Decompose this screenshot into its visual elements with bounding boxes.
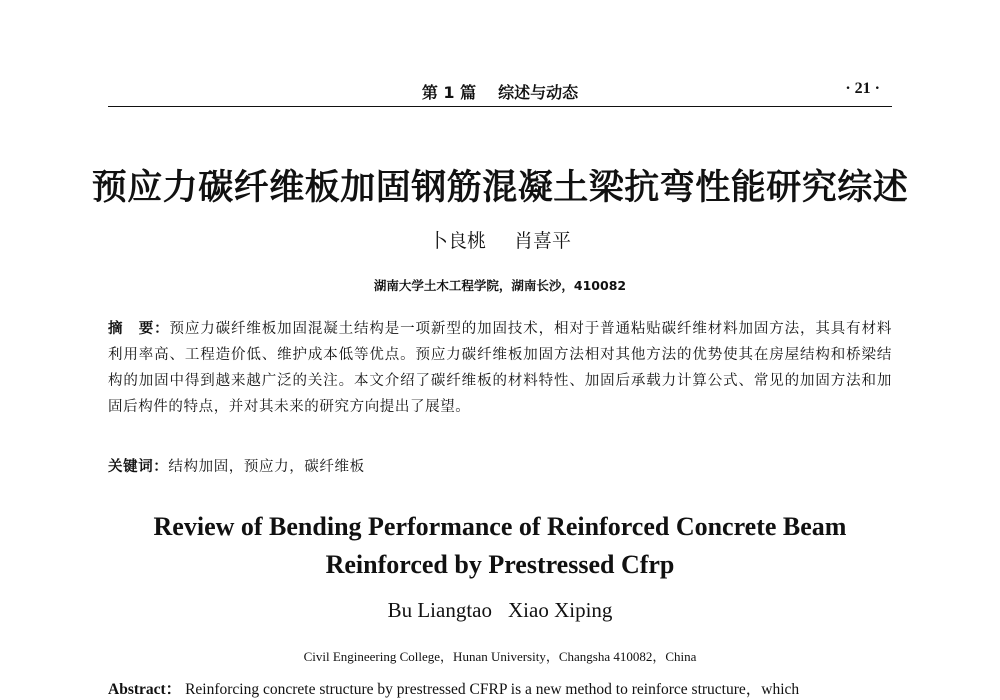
running-header — [108, 80, 892, 104]
chinese-author-2: 肖喜平 — [514, 230, 572, 252]
english-author-1: Bu Liangtao — [387, 598, 492, 622]
english-affiliation: Civil Engineering College，Hunan University，Changsha 410082，China — [303, 649, 697, 664]
header-section: 综述与动态 — [498, 83, 579, 102]
english-authors — [0, 598, 1000, 623]
chinese-authors — [0, 226, 1000, 253]
english-abstract-text: Reinforcing concrete structure by prestressed CFRP is a new method to reinforce structure，which — [185, 681, 800, 698]
english-title — [0, 508, 1000, 584]
chinese-keywords — [108, 454, 892, 480]
chinese-keywords-label: 关键词： — [108, 459, 169, 475]
chinese-abstract-label: 摘 要： — [108, 321, 170, 337]
chinese-affiliation: 湖南大学土木工程学院，湖南长沙，410082 — [373, 278, 627, 293]
chinese-abstract — [108, 316, 892, 420]
chinese-author-1: 卜良桃 — [428, 230, 486, 252]
header-part: 第 1 篇 — [421, 83, 477, 102]
english-title-line-2: Reinforced by Prestressed Cfrp — [325, 550, 675, 579]
running-header-title — [108, 80, 892, 103]
english-abstract — [108, 680, 892, 700]
header-rule — [108, 106, 892, 107]
english-author-2: Xiao Xiping — [508, 598, 613, 622]
page-number: · 21 · — [845, 80, 880, 97]
chinese-abstract-text: 预应力碳纤维板加固混凝土结构是一项新型的加固技术，相对于普通粘贴碳纤维材料加固方法，其具有材料利用率高、工程造价低、维护成本低等优点。预应力碳纤维板加固方法相对其他方法的优势使其在房屋结构和桥梁结构的加固中得到越来越广泛的关注。本文介绍了碳纤维板的材料特性、加固后承载力计算公式、常见的加固方法和加固后构件的特点，并对其未来的研究方向提出了展望。 — [108, 321, 892, 415]
english-abstract-label: Abstract： — [108, 681, 182, 698]
english-title-line-1: Review of Bending Performance of Reinforced Concrete Beam — [153, 512, 847, 541]
chinese-keywords-text: 结构加固，预应力，碳纤维板 — [168, 459, 365, 475]
chinese-title: 预应力碳纤维板加固钢筋混凝土梁抗弯性能研究综述 — [91, 168, 909, 208]
